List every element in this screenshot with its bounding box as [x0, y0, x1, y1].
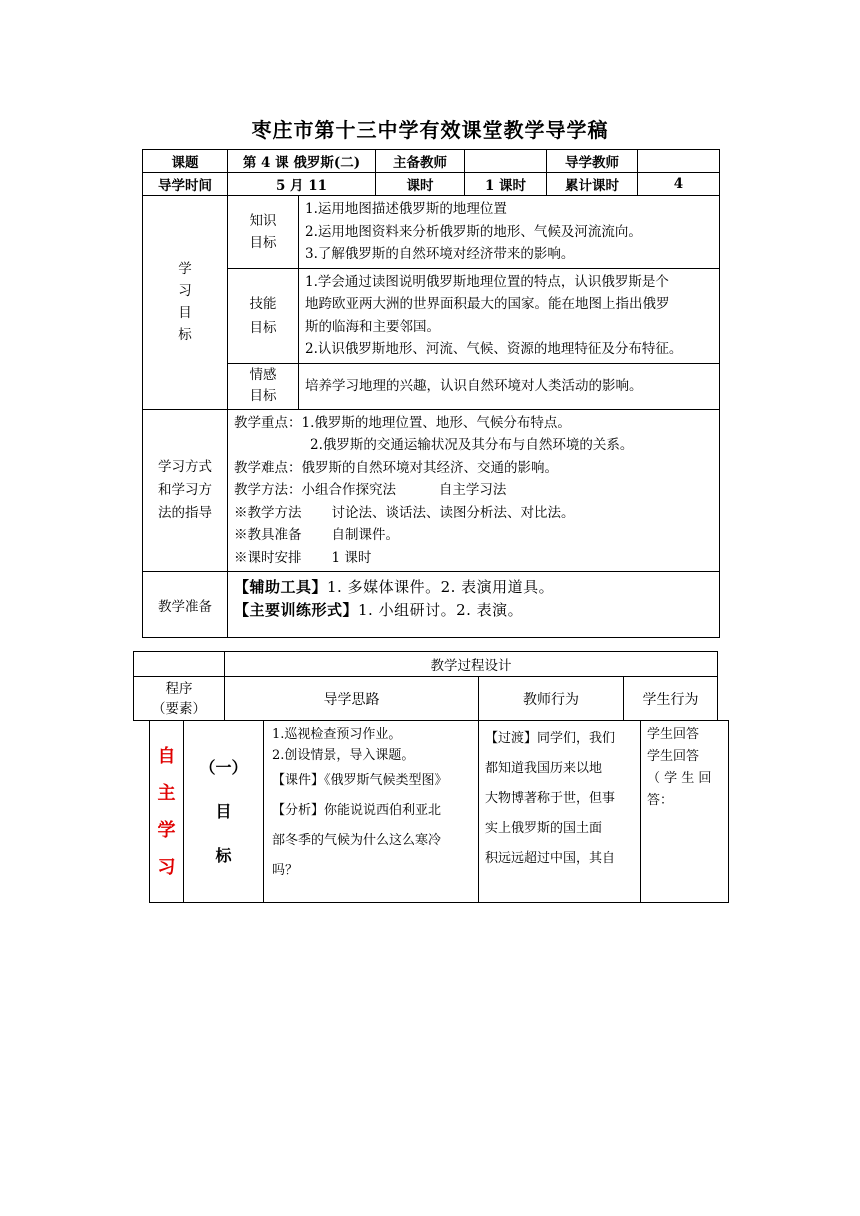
- label-guide-time: 导学时间: [143, 173, 228, 196]
- emotion-objective-label: 情感 目标: [228, 363, 299, 409]
- col-teacher-behavior: 教师行为: [479, 677, 624, 721]
- process-body-table: [149, 720, 729, 903]
- student-behavior-content: 学生回答 学生回答 （ 学 生 回 答：: [641, 721, 729, 903]
- prep-content: 【辅助工具】1. 多媒体课件。2. 表演用道具。 【主要训练形式】1. 小组研讨。2. 表演。: [228, 572, 720, 638]
- skill-objective-content: 1.学会通过读图说明俄罗斯地理位置的特点，认识俄罗斯是个 地跨欧亚两大洲的世界面积最大的国家。能在地图上指出俄罗 斯的临海和主要邻国。 2.认识俄罗斯地形、河流、气候、资源的地理特征及分布特征。: [299, 268, 720, 363]
- col-program: 程序 （要素）: [134, 677, 225, 721]
- value-guide-time: 5 月 11: [228, 173, 376, 196]
- value-period: 1 课时: [465, 173, 547, 196]
- knowledge-objective-label: 知识 目标: [228, 196, 299, 269]
- value-guide-teacher: [638, 150, 720, 173]
- objectives-label: 学 习 目 标: [143, 196, 228, 410]
- page-title: 枣庄市第十三中学有效课堂教学导学稿: [251, 118, 609, 142]
- knowledge-objective-content: 1.运用地图描述俄罗斯的地理位置 2.运用地图资料来分析俄罗斯的地形、气候及河流流向。 3.了解俄罗斯的自然环境对经济带来的影响。: [299, 196, 720, 269]
- value-total-periods: 4: [638, 173, 720, 196]
- value-topic: 第 4 课 俄罗斯(二): [228, 150, 376, 173]
- step-objective: （一） 目 标: [184, 721, 264, 903]
- col-student-behavior: 学生行为: [624, 677, 718, 721]
- emotion-objective-content: 培养学习地理的兴趣，认识自然环境对人类活动的影响。: [299, 363, 720, 409]
- label-main-teacher: 主备教师: [376, 150, 465, 173]
- col-guide-idea: 导学思路: [225, 677, 479, 721]
- label-period: 课时: [376, 173, 465, 196]
- stage-self-study: 自 主 学 习: [150, 721, 184, 903]
- methods-label: 学习方式 和学习方 法的指导: [143, 409, 228, 572]
- guide-idea-content: 1.巡视检查预习作业。 2.创设情景，导入课题。 【课件】《俄罗斯气候类型图》 【分析】你能说说西伯利亚北 部冬季的气候为什么这么寒冷 吗？: [264, 721, 479, 903]
- prep-label: 教学准备: [143, 572, 228, 638]
- teacher-behavior-content: 【过渡】同学们，我们 都知道我国历来以地 大物博著称于世，但事 实上俄罗斯的国土面 积远远超过中国，其自: [479, 721, 641, 903]
- process-design-title: 教学过程设计: [225, 652, 718, 677]
- label-total-periods: 累计课时: [547, 173, 638, 196]
- lesson-info-table: [142, 149, 720, 638]
- label-guide-teacher: 导学教师: [547, 150, 638, 173]
- process-header-table: [133, 651, 718, 721]
- label-topic: 课题: [143, 150, 228, 173]
- process-corner-cell: [134, 652, 225, 677]
- skill-objective-label: 技能 目标: [228, 268, 299, 363]
- value-main-teacher: [465, 150, 547, 173]
- methods-content: 教学重点：1.俄罗斯的地理位置、地形、气候分布特点。 2.俄罗斯的交通运输状况及其分布与自然环境的关系。 教学难点：俄罗斯的自然环境对其经济、交通的影响。 教学方法：小组合作探究法 自主学习法 ※教学方法 讨论法、谈话法、读图分析法、对比法。 ※教具准备 自制课件。 ※课时安排 1 课时: [228, 409, 720, 572]
